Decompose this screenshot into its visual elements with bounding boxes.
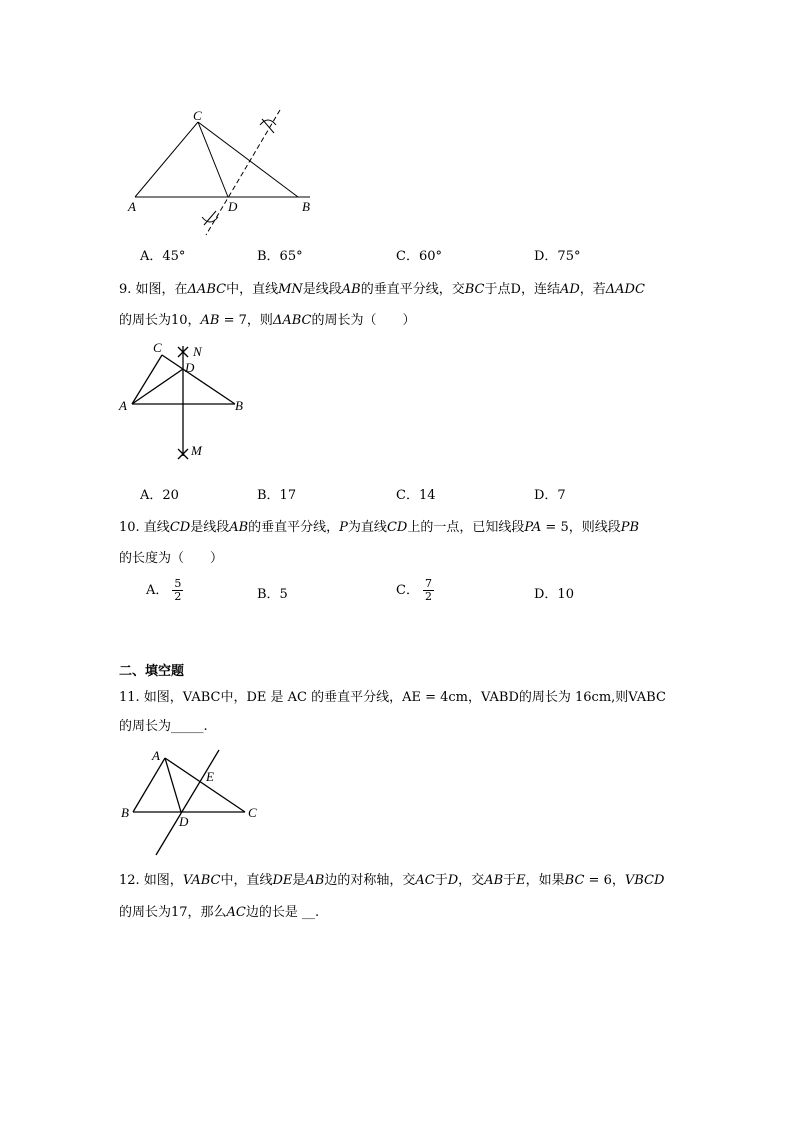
q11-label-e: E <box>206 769 214 784</box>
q9-math: AD <box>559 282 580 297</box>
q12-math: AC <box>415 873 435 888</box>
q8-figure <box>120 105 310 240</box>
q12-text: ，交 <box>458 873 485 888</box>
q8-label-a: A <box>128 199 136 214</box>
q12-math: DE <box>272 873 293 888</box>
q9-text: 的垂直平分线，交 <box>360 282 465 297</box>
q9-text: 中，直线 <box>226 282 279 297</box>
q12-math: AB <box>305 873 325 888</box>
q8-label-b: B <box>302 199 310 214</box>
q12-math: D <box>447 873 459 888</box>
q9-segment-cb <box>162 355 235 404</box>
q12-line-2 <box>119 904 319 922</box>
q11-line-1: 11. 如图，VABC中，DE 是 AC 的垂直平分线，AE = 4cm，VABD的周长为 16cm,则VABC <box>119 690 666 705</box>
q12-math: BC <box>564 873 585 888</box>
q9-text: 的周长为10， <box>119 313 201 328</box>
q8-option-a: A．45° <box>140 249 186 264</box>
q11-segment-ac <box>165 758 245 812</box>
q11-line-2: 的周长为_____. <box>119 719 208 734</box>
q8-label-c: C <box>193 108 202 123</box>
q9-text: 是线段 <box>302 282 342 297</box>
q12-text: ，如果 <box>525 873 565 888</box>
q12-text: 的周长为17，那么 <box>119 905 227 920</box>
q10-option-d: D．10 <box>534 587 574 602</box>
q10-option-a-prefix: A． <box>146 583 169 598</box>
q11-segment-ad <box>165 758 181 812</box>
q12-text: 中，直线 <box>220 873 273 888</box>
q11-line-de <box>156 750 219 855</box>
q12-math: VABC <box>182 873 221 888</box>
q9-text: 于点D，连结 <box>484 282 560 297</box>
q9-label-m: M <box>191 443 202 458</box>
q9-label-b: B <box>235 398 243 413</box>
q12-text: 12. 如图， <box>119 873 183 888</box>
q10-option-b: B．5 <box>257 587 288 602</box>
q12-text: 是 <box>292 873 306 888</box>
q9-math: AB <box>341 282 361 297</box>
q9-label-n: N <box>193 344 202 359</box>
q10-line-1 <box>119 519 639 537</box>
q12-text: 于 <box>434 873 448 888</box>
q9-math: MN <box>278 282 303 297</box>
q9-text: ，若 <box>579 282 606 297</box>
q9-text: = 7，则 <box>219 313 273 328</box>
q8-option-d: D．75° <box>534 249 581 264</box>
fraction-denominator: 2 <box>424 590 432 603</box>
q12-text: 于 <box>503 873 517 888</box>
q11-label-d: D <box>179 814 189 829</box>
q10-option-c <box>396 578 434 603</box>
q12-math: AB <box>484 873 504 888</box>
fraction-numerator: 5 <box>174 577 182 590</box>
q9-math: AB <box>200 313 220 328</box>
q9-segment-ac <box>132 355 162 404</box>
q10-text: 的垂直平分线， <box>248 520 340 535</box>
q9-label-d: D <box>185 360 195 375</box>
q10-text: 10. 直线 <box>119 520 170 535</box>
q9-text: 9. 如图，在 <box>119 282 188 297</box>
q9-math: ΔABC <box>187 282 227 297</box>
q10-math: CD <box>386 520 408 535</box>
q10-math: P <box>339 520 348 535</box>
q10-text: 是线段 <box>190 520 230 535</box>
q11-label-c: C <box>248 805 257 820</box>
q10-text: 为直线 <box>347 520 387 535</box>
q8-segment-ac <box>135 122 198 197</box>
q9-option-d: D．7 <box>534 488 566 503</box>
q10-math: PA <box>524 520 542 535</box>
q8-label-d: D <box>228 199 238 214</box>
q10-option-c-prefix: C． <box>396 583 419 598</box>
q9-segment-ad <box>132 369 183 404</box>
q9-label-c: C <box>153 340 162 355</box>
q8-option-b: B．65° <box>257 249 303 264</box>
q12-line-1 <box>119 872 664 890</box>
q9-math: ΔABC <box>272 313 312 328</box>
q9-option-a: A．20 <box>140 488 179 503</box>
q12-math: VBCD <box>624 873 665 888</box>
q8-bisector-line <box>206 110 280 235</box>
q10-option-c-fraction <box>423 578 434 603</box>
q8-arc-bottom-tick <box>204 211 216 225</box>
q8-option-c: C．60° <box>396 249 442 264</box>
fraction-denominator: 2 <box>174 590 182 603</box>
q10-line-2: 的长度为（ ） <box>119 551 224 566</box>
q9-option-c: C．14 <box>396 488 436 503</box>
q11-label-b: B <box>121 805 129 820</box>
q9-figure <box>115 338 255 468</box>
q11-figure <box>115 745 265 860</box>
q10-text: = 5，则线段 <box>541 520 621 535</box>
q12-text: 边的长是 __. <box>245 905 320 920</box>
q10-math: PB <box>620 520 640 535</box>
q9-line-2 <box>119 312 415 330</box>
q12-text: = 6， <box>584 873 625 888</box>
q12-math: E <box>516 873 526 888</box>
q10-text: 上的一点，已知线段 <box>407 520 525 535</box>
q9-text: 的周长为（ ） <box>311 313 416 328</box>
q9-option-b: B．17 <box>257 488 297 503</box>
q10-math: AB <box>229 520 249 535</box>
q9-math: ΔADC <box>605 282 645 297</box>
q12-text: 边的对称轴，交 <box>324 873 416 888</box>
q12-math: AC <box>226 905 246 920</box>
q10-option-a-fraction <box>172 578 183 603</box>
q9-line-1 <box>119 281 645 299</box>
section-title-fill-in: 二、填空题 <box>119 664 185 679</box>
q9-label-a: A <box>119 398 127 413</box>
q10-option-a <box>146 578 183 603</box>
fraction-numerator: 7 <box>424 577 432 590</box>
q9-math: BC <box>464 282 485 297</box>
q11-segment-ab <box>133 758 165 812</box>
q10-math: CD <box>169 520 191 535</box>
q11-label-a: A <box>152 748 160 763</box>
